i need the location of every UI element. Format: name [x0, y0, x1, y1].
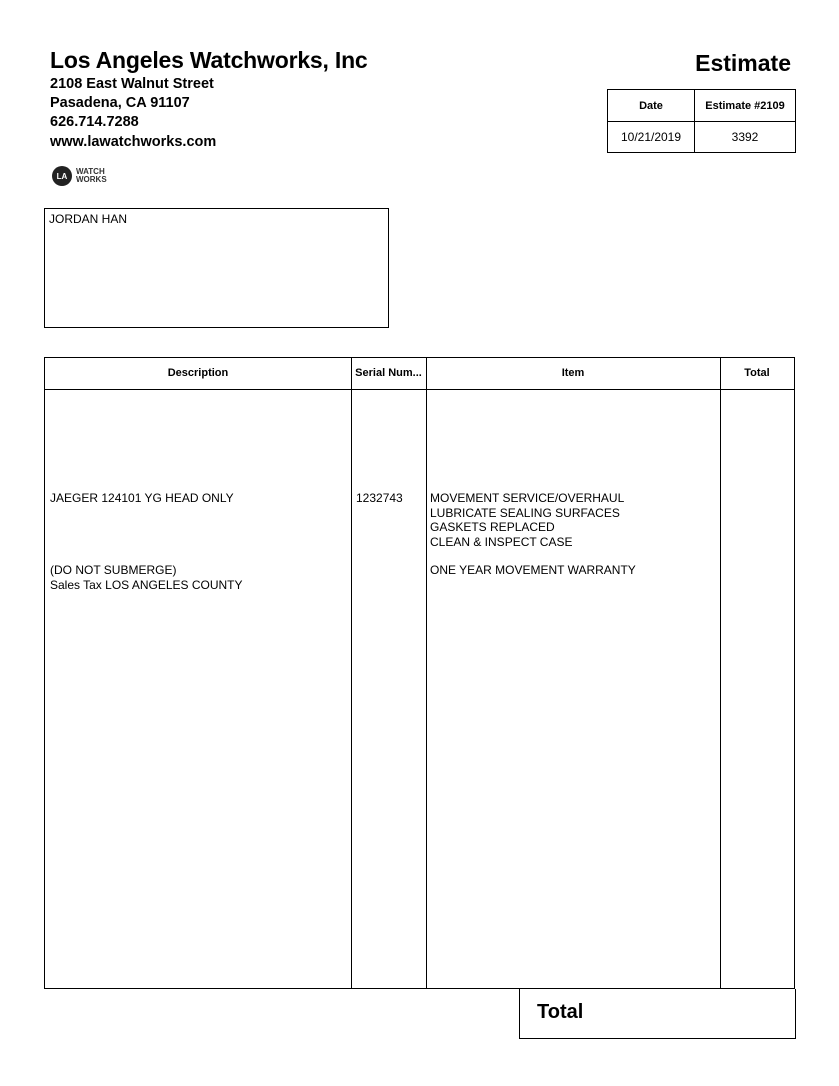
- estimate-number: 3392: [695, 122, 796, 153]
- customer-address-box: [44, 208, 389, 328]
- date-header: Date: [608, 90, 695, 122]
- row-serial-number: 1232743: [356, 491, 403, 505]
- column-divider: [720, 358, 721, 988]
- company-name: Los Angeles Watchworks, Inc: [50, 47, 368, 73]
- estimate-date: 10/21/2019: [608, 122, 695, 153]
- document-title: Estimate: [695, 50, 791, 76]
- column-divider: [426, 358, 427, 988]
- row-description: JAEGER 124101 YG HEAD ONLY: [50, 491, 234, 505]
- company-address-line2: Pasadena, CA 91107: [50, 95, 190, 111]
- company-address-line1: 2108 East Walnut Street: [50, 76, 214, 92]
- estimate-meta-table: [607, 89, 796, 153]
- logo-badge-icon: LA: [52, 166, 72, 186]
- row-item-line: GASKETS REPLACED: [430, 520, 555, 534]
- company-phone: 626.714.7288: [50, 114, 139, 130]
- line-items-table: [44, 357, 795, 989]
- column-divider: [351, 358, 352, 988]
- item-column-header: Item: [561, 367, 585, 379]
- total-label: Total: [537, 1001, 584, 1023]
- total-column-header: Total: [744, 367, 770, 379]
- description-column-header: Description: [167, 367, 229, 379]
- row-description: (DO NOT SUBMERGE): [50, 563, 177, 577]
- row-item-line: ONE YEAR MOVEMENT WARRANTY: [430, 563, 636, 577]
- logo-wordmark: WATCH WORKS: [76, 167, 107, 184]
- header-divider: [45, 389, 794, 390]
- estimate-number-header: Estimate #2109: [695, 90, 796, 122]
- company-logo: [52, 158, 130, 194]
- serial-column-header: Serial Num...: [355, 367, 422, 379]
- row-item-line: MOVEMENT SERVICE/OVERHAUL: [430, 491, 625, 505]
- row-item-line: CLEAN & INSPECT CASE: [430, 534, 573, 549]
- company-website: www.lawatchworks.com: [50, 134, 217, 150]
- row-description: Sales Tax LOS ANGELES COUNTY: [50, 577, 243, 592]
- logo-text: [76, 168, 108, 184]
- row-item-line: LUBRICATE SEALING SURFACES: [430, 505, 620, 520]
- customer-name: JORDAN HAN: [49, 212, 128, 226]
- total-box: [519, 989, 796, 1039]
